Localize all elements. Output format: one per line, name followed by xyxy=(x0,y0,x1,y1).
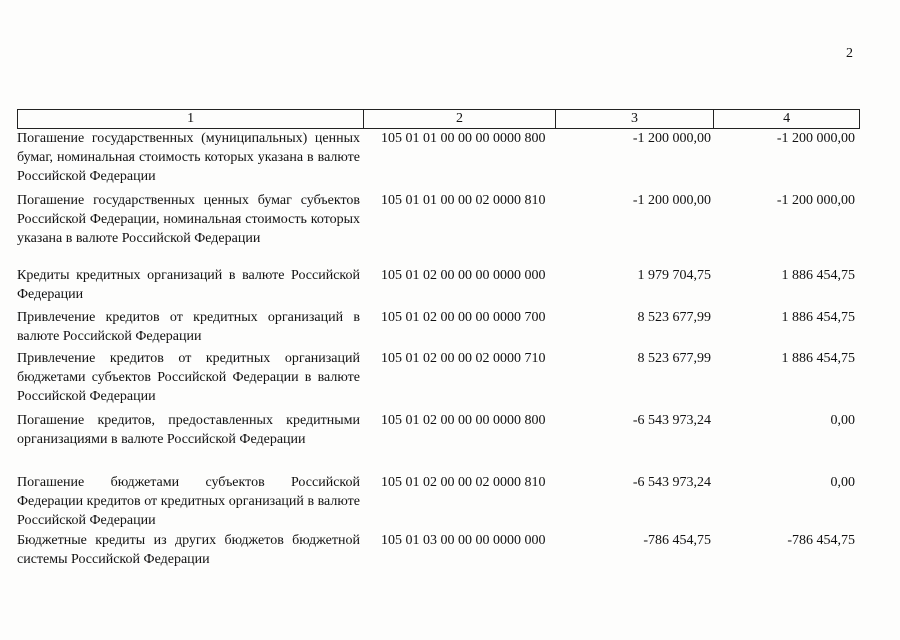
budget-sources-table xyxy=(17,109,860,567)
table-row xyxy=(17,531,860,569)
row-value-3: -6 543 973,24 xyxy=(632,475,711,490)
row-code: 105 01 02 00 00 00 0000 000 xyxy=(381,268,546,283)
table-row xyxy=(17,266,860,304)
row-value-4: 1 886 454,75 xyxy=(781,268,855,283)
row-value-3: -1 200 000,00 xyxy=(632,193,711,208)
table-row xyxy=(17,191,860,248)
row-name: Погашение государственных ценных бумаг субъектов Российской Федерации, номинальная стоимость которых указана в валюте Российской Федерации xyxy=(17,193,360,246)
column-header-3: 3 xyxy=(555,110,714,128)
row-name: Привлечение кредитов от кредитных организаций в валюте Российской Федерации xyxy=(17,310,360,344)
row-value-4: -1 200 000,00 xyxy=(776,131,855,146)
row-code: 105 01 02 00 00 02 0000 810 xyxy=(381,475,546,490)
row-name: Привлечение кредитов от кредитных организаций бюджетами субъектов Российской Федерации в валюте Российской Федерации xyxy=(17,351,360,404)
row-value-3: 8 523 677,99 xyxy=(637,351,711,366)
row-value-4: 0,00 xyxy=(830,413,855,428)
row-value-4: 1 886 454,75 xyxy=(781,351,855,366)
row-value-4: -1 200 000,00 xyxy=(776,193,855,208)
table-row xyxy=(17,349,860,406)
row-value-3: -6 543 973,24 xyxy=(632,413,711,428)
table-header xyxy=(17,109,860,129)
row-code: 105 01 02 00 00 00 0000 700 xyxy=(381,310,546,325)
row-value-3: 1 979 704,75 xyxy=(637,268,711,283)
row-name: Бюджетные кредиты из других бюджетов бюджетной системы Российской Федерации xyxy=(17,533,360,567)
table-row xyxy=(17,308,860,346)
table-row xyxy=(17,411,860,449)
row-code: 105 01 02 00 00 02 0000 710 xyxy=(381,351,546,366)
row-name: Кредиты кредитных организаций в валюте Российской Федерации xyxy=(17,268,360,302)
row-code: 105 01 03 00 00 00 0000 000 xyxy=(381,533,546,548)
row-name: Погашение государственных (муниципальных) ценных бумаг, номинальная стоимость которых указана в валюте Российской Федерации xyxy=(17,131,360,184)
row-value-3: -786 454,75 xyxy=(643,533,711,548)
row-value-4: 1 886 454,75 xyxy=(781,310,855,325)
column-header-4: 4 xyxy=(713,110,859,128)
row-code: 105 01 02 00 00 00 0000 800 xyxy=(381,413,546,428)
row-value-3: 8 523 677,99 xyxy=(637,310,711,325)
table-row xyxy=(17,473,860,530)
column-header-2: 2 xyxy=(363,110,555,128)
row-value-3: -1 200 000,00 xyxy=(632,131,711,146)
row-name: Погашение бюджетами субъектов Российской Федерации кредитов от кредитных организаций в валюте Российской Федерации xyxy=(17,475,360,528)
column-header-1: 1 xyxy=(187,111,195,126)
row-code: 105 01 01 00 00 02 0000 810 xyxy=(381,193,546,208)
page-number: 2 xyxy=(846,46,853,61)
table-row xyxy=(17,129,860,186)
row-name: Погашение кредитов, предоставленных кредитными организациями в валюте Российской Федерации xyxy=(17,413,360,447)
row-value-4: 0,00 xyxy=(830,475,855,490)
row-code: 105 01 01 00 00 00 0000 800 xyxy=(381,131,546,146)
row-value-4: -786 454,75 xyxy=(787,533,855,548)
